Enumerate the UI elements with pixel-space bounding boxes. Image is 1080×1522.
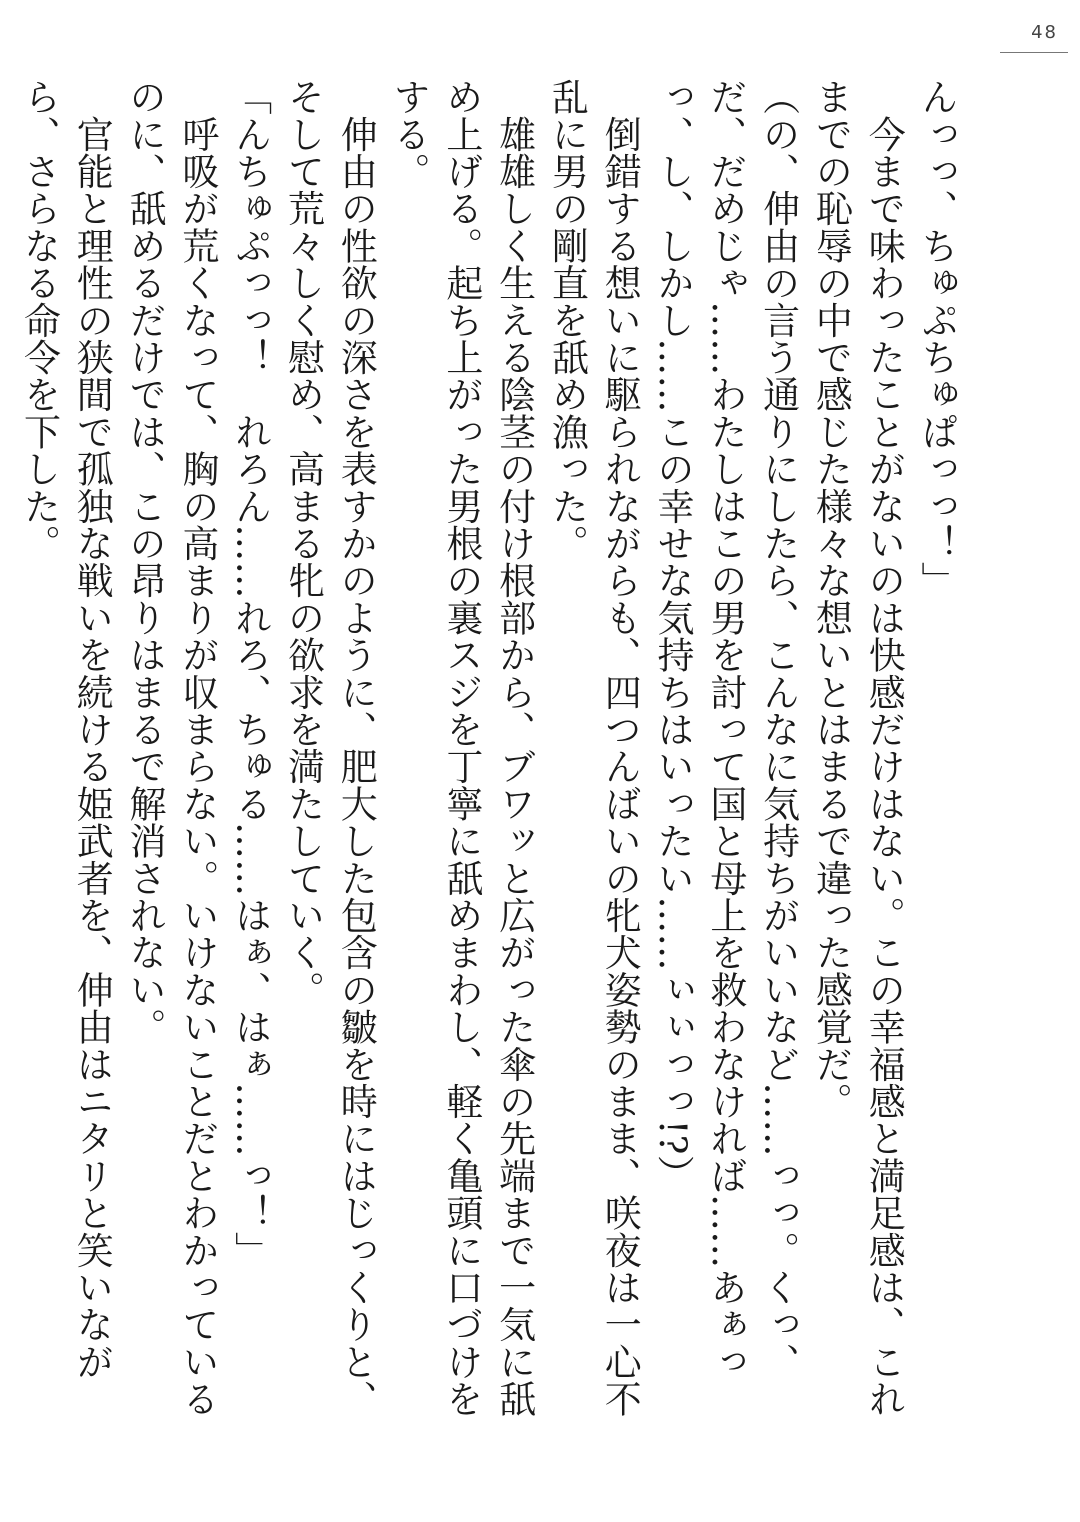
paragraph-4: 倒錯する想いに駆られながらも、四つんばいの牝犬姿勢のまま、咲夜は一心不乱に男の剛直を舐め漁った。 [545,78,642,1418]
paragraph-9: 官能と理性の狭間で孤独な戦いを続ける姫武者を、伸由はニタリと笑いながら、さらなる命令を下した。 [17,78,114,1380]
paragraph-5: 雄雄しく生える陰茎の付け根部から、ブワッと広がった傘の先端まで一気に舐め上げる。起ち上がった男根の裏スジを丁寧に舐めまわし、軽く亀頭に口づけをする。 [387,78,536,1418]
page-number-rule [1000,52,1068,53]
body-text [17,78,962,1448]
paragraph-7: 「んちゅぷっっ！ れろん……れろ、ちゅる……はぁ、はぁ……っ！」 [228,78,272,1269]
paragraph-1: んっっ、ちゅぷちゅぱっっ！」 [915,78,958,599]
paragraph-6: 伸由の性欲の深さを表すかのように、肥大した包含の皺を時にはじっくりと、そして荒々しく慰め、高まる牝の欲求を満たしていく。 [281,78,378,1418]
page-number: 48 [1031,22,1058,43]
paragraph-2: 今まで味わったことがないのは快感だけはない。この幸福感と満足感は、これまでの恥辱の中で感じた様々な想いとはまるで違った感覚だ。 [809,78,906,1418]
paragraph-3: （の、伸由の言う通りにしたら、こんなに気持ちがいいなど……っっ。くっ、だ、だめじゃ……わたしはこの男を討って国と母上を救わなければ……あぁっっ、し、しかし……この幸せな気持ちはいったい……ぃぃっっ!?） [651,78,800,1380]
paragraph-8: 呼吸が荒くなって、胸の高まりが収まらない。いけないことだとわかっているのに、舐めるだけでは、この昂りはまるで解消されない。 [123,78,219,1418]
